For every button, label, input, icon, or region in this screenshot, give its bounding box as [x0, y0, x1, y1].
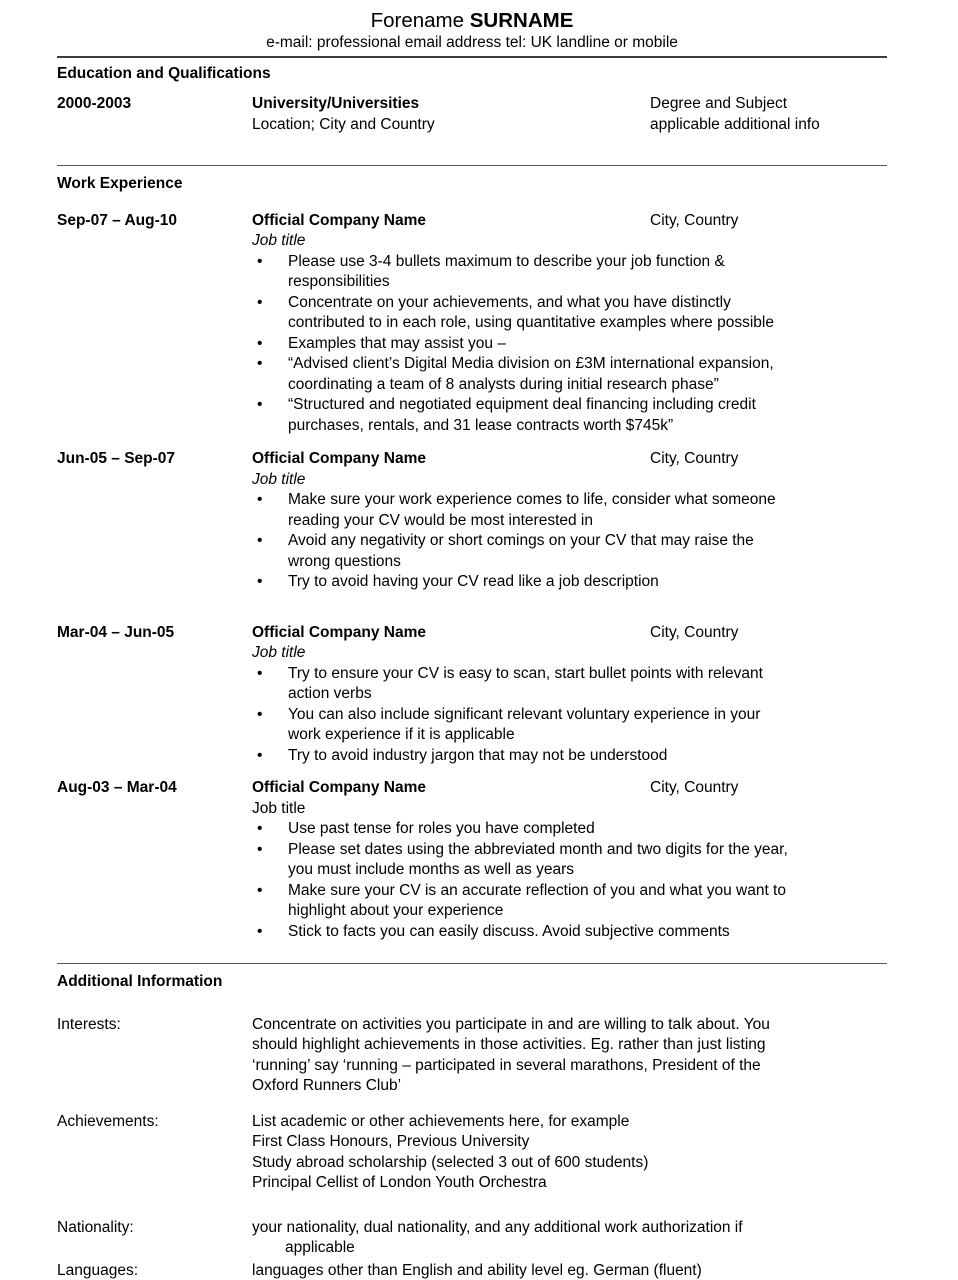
additional-section: [57, 972, 887, 1280]
job-bullet: [252, 531, 887, 572]
job-title: Job title: [252, 232, 306, 249]
job-bullet: [252, 664, 887, 705]
contact-line: e-mail: professional email address tel: UK landline or mobile: [266, 34, 678, 51]
education-section: [57, 64, 887, 136]
bullet-line: coordinating a team of 8 analysts during initial research phase”: [288, 375, 719, 393]
doc-header: [57, 8, 887, 54]
additional-content: [252, 1112, 887, 1194]
bullet-line: reading your CV would be most interested in: [288, 511, 593, 529]
bullet-line: action verbs: [288, 685, 372, 702]
job-bullet: [252, 293, 887, 334]
bullet-line: • You can also include significant relevant voluntary experience in your: [288, 705, 761, 723]
additional-row: [57, 1218, 887, 1259]
bullet-line: • Please set dates using the abbreviated month and two digits for the year,: [288, 840, 788, 858]
bullet-line: • Try to ensure your CV is easy to scan, start bullet points with relevant: [288, 664, 763, 682]
job-bullet: [252, 819, 887, 840]
job-city: City, Country: [650, 779, 739, 796]
job-bullet: [252, 252, 887, 293]
bullet-line: • Stick to facts you can easily discuss. Avoid subjective comments: [288, 922, 730, 940]
additional-row: [57, 1015, 887, 1097]
job-dates: Sep-07 – Aug-10: [57, 211, 178, 229]
additional-content: [252, 1261, 887, 1280]
job-bullet: [252, 395, 887, 436]
candidate-forename: Forename: [370, 9, 465, 32]
bullet-line: • Please use 3-4 bullets maximum to describe your job function &: [288, 252, 725, 270]
additional-content: [252, 1218, 887, 1259]
additional-line: Study abroad scholarship (selected 3 out of 600 students): [252, 1153, 649, 1171]
bullet-line: • Concentrate on your achievements, and what you have distinctly: [288, 293, 731, 311]
bullet-line: highlight about your experience: [288, 902, 504, 919]
job-entry: [57, 449, 887, 593]
additional-line: your nationality, dual nationality, and any additional work authorization if: [252, 1218, 743, 1236]
job-bullet: [252, 572, 887, 593]
work-section-title: Work Experience: [57, 175, 183, 192]
job-entry: [57, 211, 887, 437]
job-company: Official Company Name: [252, 450, 426, 467]
job-bullet: [252, 354, 887, 395]
job-bullet: [252, 922, 887, 943]
additional-row: [57, 1112, 887, 1194]
job-bullet: [252, 746, 887, 767]
job-city: City, Country: [650, 211, 739, 229]
bullet-line: • “Advised client’s Digital Media division on £3M international expansion,: [288, 355, 774, 372]
job-bullet: [252, 881, 887, 922]
education-entry: [57, 94, 887, 135]
job-entry-body: [252, 449, 887, 593]
job-bullet-list: [252, 490, 887, 593]
additional-line: List academic or other achievements here, for example: [252, 1112, 630, 1130]
additional-line: Principal Cellist of London Youth Orchestra: [252, 1174, 547, 1191]
job-entry-body: [252, 623, 887, 767]
bullet-line: • “Structured and negotiated equipment deal financing including credit: [288, 396, 756, 413]
job-bullet: [252, 490, 887, 531]
bullet-line: responsibilities: [288, 273, 390, 290]
job-bullet-list: [252, 664, 887, 767]
bullet-line: • Make sure your CV is an accurate reflection of you and what you want to: [288, 881, 786, 899]
education-entry-body: [252, 94, 887, 135]
job-city: City, Country: [650, 450, 739, 467]
additional-row: [57, 1261, 887, 1280]
candidate-surname: SURNAME: [469, 9, 574, 32]
education-location: Location; City and Country: [252, 115, 435, 133]
job-entry: [57, 623, 887, 767]
bullet-line: • Avoid any negativity or short comings on your CV that may raise the: [288, 532, 754, 549]
education-additional-info: applicable additional info: [650, 115, 820, 133]
education-entries: [57, 94, 887, 135]
education-institution: University/Universities: [252, 95, 420, 112]
job-title: Job title: [252, 470, 306, 488]
additional-line: Oxford Runners Club’: [252, 1077, 402, 1094]
job-company: Official Company Name: [252, 779, 426, 796]
bullet-line: • Use past tense for roles you have completed: [288, 820, 595, 837]
additional-label: Nationality:: [57, 1218, 134, 1236]
header-divider: [57, 56, 887, 58]
job-dates: Mar-04 – Jun-05: [57, 623, 175, 641]
job-entries: [57, 211, 887, 943]
bullet-line: • Try to avoid having your CV read like a job description: [288, 573, 659, 590]
work-section: [57, 174, 887, 942]
additional-label: Interests:: [57, 1015, 121, 1033]
education-section-title: Education and Qualifications: [57, 64, 271, 82]
additional-divider: [57, 963, 887, 964]
job-bullet: [252, 840, 887, 881]
bullet-line: purchases, rentals, and 31 lease contracts worth $745k”: [288, 416, 674, 434]
job-dates: Aug-03 – Mar-04: [57, 779, 177, 796]
additional-line: ‘running’ say ‘running – participated in several marathons, President of the: [252, 1056, 761, 1074]
work-divider: [57, 165, 887, 166]
bullet-line: • Make sure your work experience comes to life, consider what someone: [288, 491, 776, 508]
job-bullet-list: [252, 819, 887, 942]
additional-line: Concentrate on activities you participate in and are willing to talk about. You: [252, 1015, 770, 1033]
job-entry: [57, 778, 887, 942]
job-bullet: [252, 334, 887, 355]
additional-section-title: Additional Information: [57, 973, 223, 990]
additional-label: Achievements:: [57, 1112, 159, 1130]
bullet-line: • Examples that may assist you –: [288, 334, 506, 352]
job-title: Job title: [252, 799, 306, 817]
additional-line: should highlight achievements in those activities. Eg. rather than just listing: [252, 1036, 766, 1053]
additional-line: languages other than English and ability level eg. German (fluent): [252, 1261, 702, 1279]
bullet-line: wrong questions: [288, 552, 401, 570]
job-bullet-list: [252, 252, 887, 437]
education-dates: 2000-2003: [57, 95, 132, 112]
job-entry-body: [252, 778, 887, 942]
job-title: Job title: [252, 644, 306, 661]
job-city: City, Country: [650, 623, 739, 641]
bullet-line: you must include months as well as years: [288, 861, 575, 878]
bullet-line: contributed to in each role, using quantitative examples where possible: [288, 314, 774, 331]
candidate-name: [57, 8, 887, 33]
job-bullet: [252, 705, 887, 746]
bullet-line: work experience if it is applicable: [288, 726, 515, 743]
job-entry-body: [252, 211, 887, 437]
additional-line: applicable: [285, 1239, 355, 1256]
bullet-line: • Try to avoid industry jargon that may not be understood: [288, 746, 668, 764]
additional-rows: [57, 1015, 887, 1280]
education-degree: Degree and Subject: [650, 95, 788, 112]
additional-content: [252, 1015, 887, 1097]
job-company: Official Company Name: [252, 211, 426, 229]
job-dates: Jun-05 – Sep-07: [57, 450, 176, 467]
additional-label: Languages:: [57, 1261, 139, 1279]
additional-line: First Class Honours, Previous University: [252, 1133, 530, 1150]
job-company: Official Company Name: [252, 623, 426, 641]
